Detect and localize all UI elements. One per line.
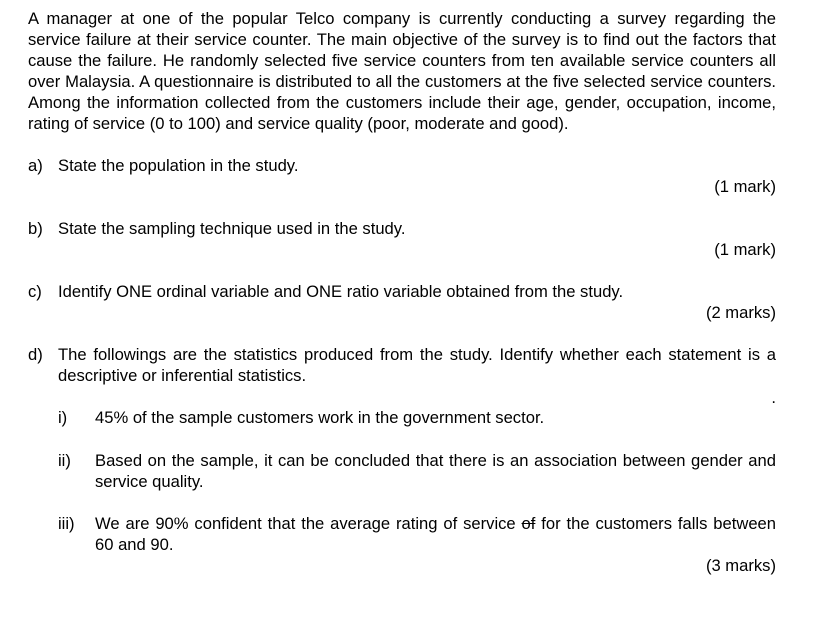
sub-item-iii [58,513,776,555]
question-letter: d) [28,345,43,364]
question-text: Identify ONE ordinal variable and ONE ratio variable obtained from the study. [58,282,624,301]
stray-dot: . [771,388,776,407]
sub-item-text: 45% of the sample customers work in the government sector. [95,408,545,427]
question-c [28,281,776,302]
question-d [28,344,776,386]
sub-item-text-after: for the customers falls between 60 and 90. [95,514,776,554]
question-letter: b) [28,219,43,238]
question-b [28,218,776,239]
sub-item-text: Based on the sample, it can be concluded that there is an association between gender and service quality. [95,451,776,491]
marks-c: (2 marks) [705,303,776,322]
question-text: The followings are the statistics produced from the study. Identify whether each statement is a descriptive or inferential statistics. [58,345,776,385]
sub-item-i [58,388,776,428]
document-page [28,8,776,576]
question-letter: a) [28,156,43,175]
intro-paragraph: A manager at one of the popular Telco company is currently conducting a survey regarding the service failure at their service counter. The main objective of the survey is to find out the factors that cause the failure. He randomly selected five service counters from ten available service counters all over Malaysia. A questionnaire is distributed to all the customers at the five selected service counters. Among the information collected from the customers include their age, gender, occupation, income, rating of service (0 to 100) and service quality (poor, moderate and good). [28,9,776,133]
sub-item-ii [58,450,776,492]
sub-item-numeral: iii) [58,514,75,533]
question-a [28,155,776,176]
question-text: State the sampling technique used in the study. [58,219,406,238]
struck-word: of [521,514,536,533]
marks-b: (1 mark) [714,240,776,259]
sub-item-numeral: i) [58,408,68,427]
marks-d: (3 marks) [705,556,776,575]
marks-a: (1 mark) [714,177,776,196]
sub-item-text-before: We are 90% confident that the average rating of service [95,514,522,533]
question-letter: c) [28,282,42,301]
sub-item-numeral: ii) [58,451,71,470]
sub-item-text [95,513,776,555]
question-text: State the population in the study. [58,156,299,175]
